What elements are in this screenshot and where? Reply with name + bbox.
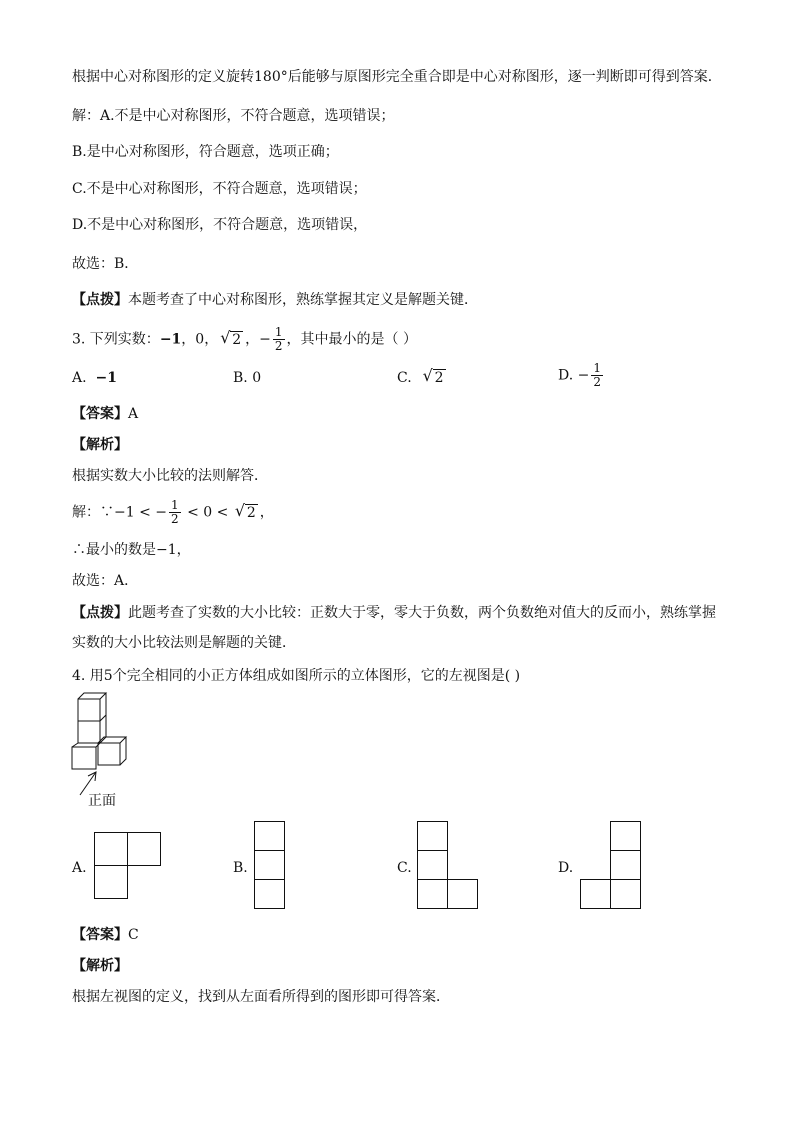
q4-option-b-figure xyxy=(254,821,286,911)
q4-option-a-figure xyxy=(94,832,162,900)
tip-line xyxy=(72,290,478,310)
q3-answer: 【答案】A xyxy=(72,406,139,422)
q3-sep1: ，0， xyxy=(181,331,219,348)
explanation-line: 根据中心对称图形的定义旋转180°后能够与原图形完全重合即是中心对称图形，逐一判断即可得到答案． xyxy=(72,69,722,85)
q3-suffix: ，其中最小的是（ ） xyxy=(286,331,417,348)
q3-num-neg1: −1 xyxy=(159,331,182,348)
q4-option-b-label: B. xyxy=(233,860,248,876)
q4-analysis-tag: 【解析】 xyxy=(72,958,128,974)
q3-option-d: D. − $\frac{1}{2}$ xyxy=(558,361,601,389)
q4-option-c-figure xyxy=(417,821,479,911)
tip-tag: 【点拨】 xyxy=(72,292,128,308)
q4-option-c-label: C. xyxy=(397,860,412,876)
q3-sqrt: √ 2 xyxy=(220,327,242,348)
q3-analysis-text: 根据实数大小比较的法则解答． xyxy=(72,468,268,484)
q3-fraction: $\frac{1}{2}$ xyxy=(274,325,283,353)
q4-option-d-label: D. xyxy=(558,860,574,876)
q4-option-a-label: A. xyxy=(72,860,87,876)
solution-line-b: B.是中心对称图形，符合题意，选项正确； xyxy=(72,144,339,160)
q3-tip: 【点拨】此题考查了实数的大小比较：正数大于零，零大于负数，两个负数绝对值大的反而小，熟练掌握实数的大小比较法则是解题的关键． xyxy=(72,605,716,651)
solution-line-c: C.不是中心对称图形，不符合题意，选项错误； xyxy=(72,181,367,197)
solution-line-d: D.不是中心对称图形，不符合题意，选项错误， xyxy=(72,217,368,233)
q4-answer: 【答案】C xyxy=(72,927,139,943)
q4-option-d-figure xyxy=(580,821,642,911)
q3-choose: 故选：A． xyxy=(72,573,139,589)
q4-stem: 4. 用5个完全相同的小正方体组成如图所示的立体图形，它的左视图是( ) xyxy=(72,668,521,684)
choice-line: 故选：B． xyxy=(72,256,139,272)
q3-option-b: B. 0 xyxy=(233,370,262,386)
q4-analysis-text: 根据左视图的定义，找到从左面看所得到的图形即可得答案． xyxy=(72,989,450,1005)
q3-analysis-tag: 【解析】 xyxy=(72,437,128,453)
q3-option-a: A. −1 xyxy=(72,370,117,386)
front-label: 正面 xyxy=(88,793,116,809)
q3-option-c: C. √ 2 xyxy=(397,366,444,386)
q3-prefix: 3. 下列实数： xyxy=(72,331,160,348)
q3-solution: 解：∵−1 < − $\frac{1}{2}$ < 0 < √ 2 ， xyxy=(72,498,274,526)
solution-line-a: 解：A.不是中心对称图形，不符合题意，选项错误； xyxy=(72,108,395,124)
q3-therefore: ∴最小的数是−1， xyxy=(72,542,191,558)
q3-stem xyxy=(72,326,417,353)
tip-text: 本题考查了中心对称图形，熟练掌握其定义是解题关键． xyxy=(128,292,478,308)
q3-sep2: ，− xyxy=(245,331,271,348)
